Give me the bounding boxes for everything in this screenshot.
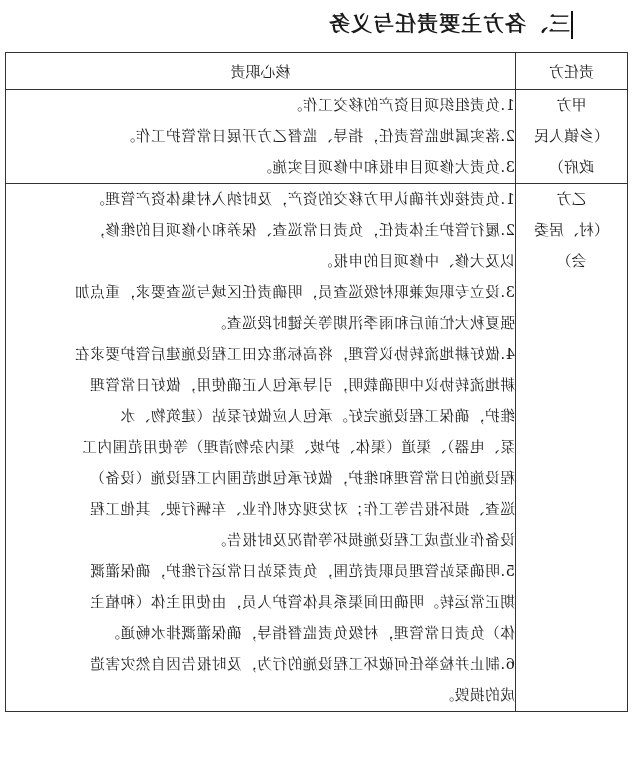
duty-line: 巡查、损坏报告等工作；对发现农机作业、车辆行驶、其他工程 bbox=[89, 501, 515, 518]
party-b-duties bbox=[6, 184, 516, 712]
table-row-party-b bbox=[6, 184, 628, 712]
duty-line: 以及大修、中修项目的申报。 bbox=[317, 253, 515, 270]
section-title bbox=[328, 8, 570, 40]
party-a-line: 政府） bbox=[549, 158, 595, 176]
duty-line: 程设施的日常管理和维护，做好承包地范围内工程设施（设备） bbox=[89, 470, 515, 487]
responsibilities-table bbox=[5, 52, 628, 712]
party-b-line: （村、居委 bbox=[534, 221, 610, 239]
table-row-party-a bbox=[6, 90, 628, 184]
section-title-text: 三、各方主要责任与义务 bbox=[328, 11, 570, 36]
duty-line: 体）负责日常管理，村级负责监督指导，确保灌溉排水畅通。 bbox=[104, 625, 515, 642]
duty-line: 5.明确泵站管理员职责范围，负责泵站日常运行维护，确保灌溉 bbox=[89, 563, 515, 580]
duty-line: 4.做好耕地流转协议管理，将高标准农田工程设施建后管护要求在 bbox=[74, 346, 515, 363]
duty-line: 3.负责大修项目申报和中修项目实施。 bbox=[256, 159, 515, 176]
party-b-cell bbox=[516, 184, 628, 712]
header-party: 责任方 bbox=[516, 53, 628, 90]
duty-line: 设备作业造成工程设施损坏等情况及时报告。 bbox=[211, 532, 515, 549]
party-b-line: 乙方 bbox=[556, 190, 587, 208]
table-header-row bbox=[6, 53, 628, 90]
duty-line: 强夏秋大忙前后和雨季汛期等关键时段巡查。 bbox=[211, 315, 515, 332]
duty-line: 1.负责接收并确认甲方移交的资产，及时纳入村集体资产管理。 bbox=[89, 191, 515, 208]
duty-line: 期正常运转。明确田间渠系具体管护人员，由使用主体（种植主 bbox=[89, 594, 515, 611]
duty-line: 2.落实属地监管责任，指导、监督乙方开展日常管护工作。 bbox=[120, 128, 515, 145]
party-a-duties bbox=[6, 90, 516, 184]
party-a-cell bbox=[516, 90, 628, 184]
text-cursor bbox=[571, 11, 573, 39]
header-duty: 核心职责 bbox=[6, 53, 516, 90]
duty-line: 耕地流转协议中明确载明，引导承包人正确使用，做好日常管理 bbox=[89, 377, 515, 394]
duty-line: 维护，确保工程设施完好。承包人应做好泵站（建筑物、水 bbox=[119, 408, 515, 425]
duty-line: 1.负责组织项目资产的移交工作。 bbox=[287, 97, 515, 114]
duty-line: 6.制止并检举任何破坏工程设施的行为，及时报告因自然灾害造 bbox=[89, 656, 515, 673]
party-a-line: （乡镇人民 bbox=[534, 127, 610, 145]
duty-line: 泵、电器）、渠道（渠体、护坡、渠内杂物清理）等使用范围内工 bbox=[81, 439, 515, 456]
party-a-line: 甲方 bbox=[556, 96, 587, 114]
duty-line: 成的损毁。 bbox=[439, 687, 515, 704]
duty-line: 2.履行管护主体责任，负责日常巡查、保养和小修项目的维修， bbox=[89, 222, 515, 239]
duty-line: 3.设立专职或兼职村级巡查员，明确责任区域与巡查要求，重点加 bbox=[74, 284, 515, 301]
party-b-line: 会） bbox=[556, 252, 587, 270]
